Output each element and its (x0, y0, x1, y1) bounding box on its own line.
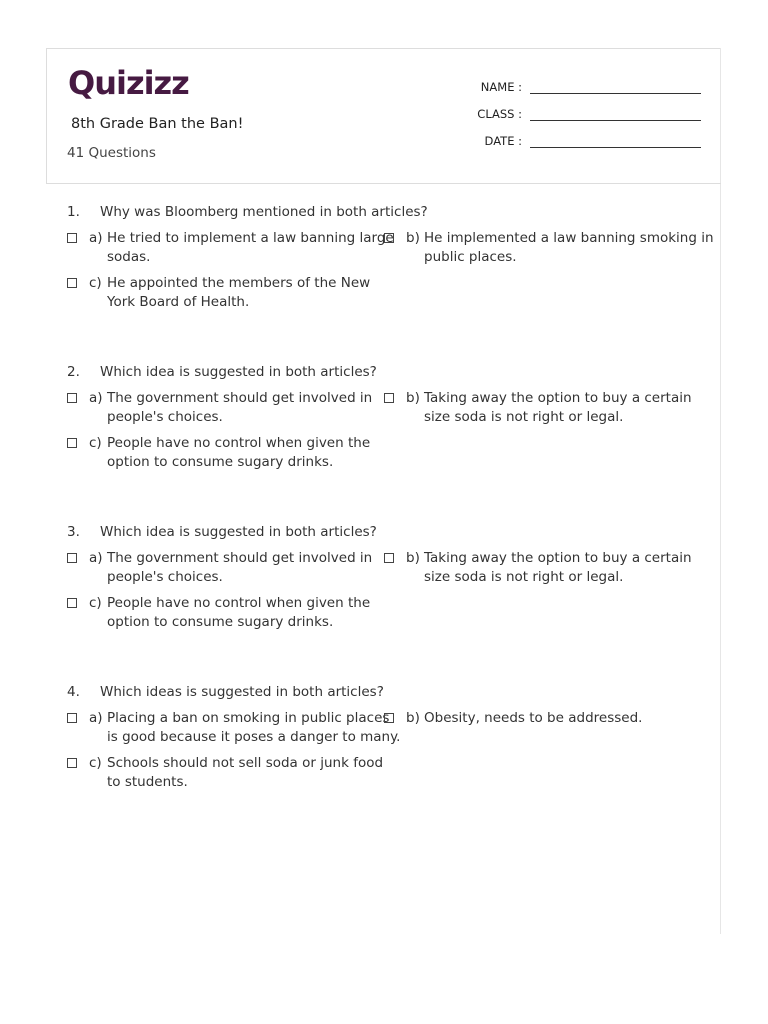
option-text-line2: sodas. (107, 249, 151, 265)
option-text-line1: He appointed the members of the New (107, 275, 371, 291)
question-text: Why was Bloomberg mentioned in both articles? (100, 204, 428, 220)
option-letter: a) (89, 710, 103, 726)
option-text-line1: Taking away the option to buy a certain (424, 550, 692, 566)
page-border-right (720, 48, 721, 934)
option-text-line1: Placing a ban on smoking in public places (107, 710, 390, 726)
checkbox[interactable] (384, 393, 394, 403)
name-field[interactable] (440, 80, 702, 100)
option-text-line2: size soda is not right or legal. (424, 409, 624, 425)
checkbox[interactable] (67, 598, 77, 608)
option-text-line2: people's choices. (107, 409, 223, 425)
option-letter: b) (406, 390, 420, 406)
checkbox[interactable] (67, 438, 77, 448)
question-number: 1. (67, 204, 80, 220)
question-text: Which idea is suggested in both articles? (100, 524, 377, 540)
name-label: NAME : (480, 80, 522, 94)
checkbox[interactable] (67, 393, 77, 403)
class-line[interactable] (530, 120, 701, 121)
option-text-line1: The government should get involved in (107, 390, 373, 406)
checkbox[interactable] (67, 713, 77, 723)
option-text-line2: people's choices. (107, 569, 223, 585)
checkbox[interactable] (67, 758, 77, 768)
header-border-top (46, 48, 721, 49)
option-text-line1: People have no control when given the (107, 435, 371, 451)
question-number: 2. (67, 364, 80, 380)
quizizz-logo-icon (68, 66, 198, 102)
option-text-line1: He tried to implement a law banning large (107, 230, 394, 246)
option-letter: a) (89, 550, 103, 566)
option-text-line1: People have no control when given the (107, 595, 371, 611)
question-text: Which ideas is suggested in both articles? (100, 684, 384, 700)
question-number: 4. (67, 684, 80, 700)
option-text-line1: Obesity, needs to be addressed. (424, 710, 643, 726)
option-letter: c) (89, 595, 102, 611)
svg-text:Quizizz: Quizizz (68, 66, 189, 102)
checkbox[interactable] (67, 233, 77, 243)
date-line[interactable] (530, 147, 701, 148)
option-text-line2: York Board of Health. (107, 294, 250, 310)
quizizz-logo (68, 66, 198, 106)
option-letter: a) (89, 390, 103, 406)
question-number: 3. (67, 524, 80, 540)
question-count: 41 Questions (67, 145, 156, 161)
option-text-line2: option to consume sugary drinks. (107, 454, 334, 470)
option-letter: b) (406, 230, 420, 246)
checkbox[interactable] (67, 278, 77, 288)
name-line[interactable] (530, 93, 701, 94)
option-text-line2: is good because it poses a danger to many. (107, 729, 401, 745)
worksheet-title: 8th Grade Ban the Ban! (71, 116, 244, 132)
option-text-line1: Taking away the option to buy a certain (424, 390, 692, 406)
option-text-line2: size soda is not right or legal. (424, 569, 624, 585)
question-text: Which idea is suggested in both articles? (100, 364, 377, 380)
checkbox[interactable] (67, 553, 77, 563)
checkbox[interactable] (384, 233, 394, 243)
option-letter: b) (406, 550, 420, 566)
option-text-line1: Schools should not sell soda or junk food (107, 755, 384, 771)
option-text-line1: The government should get involved in (107, 550, 373, 566)
option-text-line2: to students. (107, 774, 188, 790)
class-label: CLASS : (477, 107, 522, 121)
class-field[interactable] (440, 107, 702, 127)
option-letter: c) (89, 275, 102, 291)
checkbox[interactable] (384, 553, 394, 563)
option-text-line2: public places. (424, 249, 517, 265)
option-letter: c) (89, 755, 102, 771)
option-letter: a) (89, 230, 103, 246)
header-border-left (46, 48, 47, 184)
date-field[interactable] (440, 134, 702, 154)
option-text-line2: option to consume sugary drinks. (107, 614, 334, 630)
header-border-bottom (46, 183, 721, 184)
option-letter: c) (89, 435, 102, 451)
option-letter: b) (406, 710, 420, 726)
option-text-line1: He implemented a law banning smoking in (424, 230, 714, 246)
checkbox[interactable] (384, 713, 394, 723)
date-label: DATE : (484, 134, 522, 148)
